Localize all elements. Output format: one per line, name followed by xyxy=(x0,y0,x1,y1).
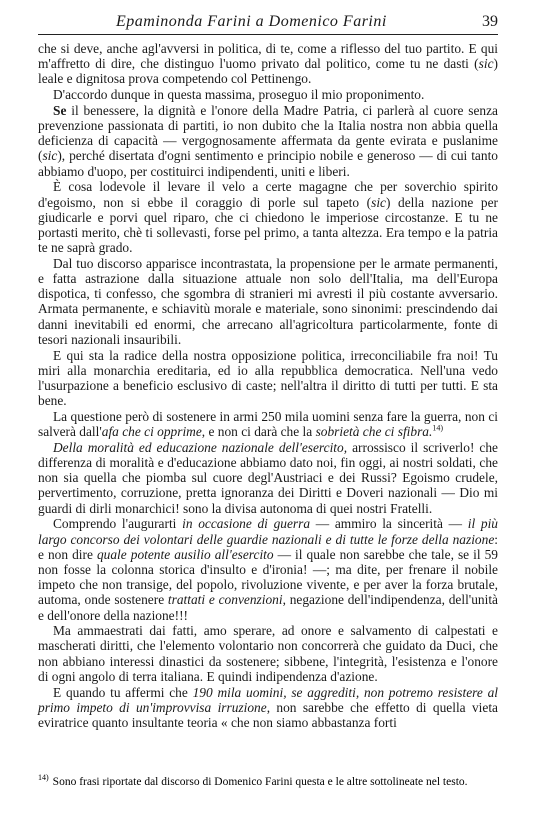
body-text xyxy=(38,41,498,730)
text-run: Se xyxy=(53,102,67,118)
running-title: Epaminonda Farini a Domenico Farini xyxy=(116,13,387,30)
text-run: il più largo concorso dei volontari delle guardie nazionali e di tutte le forze della nazione xyxy=(38,516,499,547)
text-run: — il quale non sarebbe che tale, se il 59 non fosse la colonna storica d'insulto e d'ironia! —; ma dite, per frenare il nobile impeto che non transige, del popolo, rivoluzione vivente, e per aver la forza brutale, automa, onde sostenere xyxy=(38,546,499,608)
footnote-reference: 14) xyxy=(432,423,444,433)
text-run: il benessere, la dignità e l'onore della Madre Patria, ci parlerà al cuore senza prevenzione passionata di partiti, io non dubito che la Italia nostra non abbia quella deficienza di capacità — vergognosamente affermata da gente evirata e puslanime ( xyxy=(38,102,498,164)
text-run: arrossisco il scriverlo! che differenza di moralità e d'educazione abbiamo dato noi, fin oggi, ai nostri soldati, che non sia quella che piomba sul cuore degl'Austriaci e dei Russi? Egoismo crudele, pervertimento, corruzione, pretta ignoranza dei Diritti e Doveri nazionali — Dio mi guardi di dirli monarchici! sono la divisa autonoma di quei nostri Fratelli. xyxy=(38,439,499,516)
text-run: Dal tuo discorso apparisce incontrastata, la propensione per le armate permanenti, e fatta astrazione dalla situazione attuale non solo dell'Italia, ma dell'Europa dispotica, ti confesso, che sgombra di stranieri mi avresti il più costante avversario. Armata permanente, e schiavitù morale e materiale, sono sinonimi: prescindendo dai danni inevitabili ed enormi, che arrecano all'agricoltura particolarmente, fonte di tesori nazionali insauribili. xyxy=(38,255,498,347)
text-run: che si deve, anche agl'avversi in politica, di te, come a riflesso del tuo partito. E qui m'affretto di dire, che distinguo l'uomo privato dal politico, come tu ne dasti ( xyxy=(38,41,498,72)
paragraph xyxy=(38,440,498,516)
text-run: sic xyxy=(478,56,494,72)
page-number: 39 xyxy=(482,13,498,30)
text-run: 190 mila uomini, se aggrediti, non potremo resistere al primo impeto di un'improvvisa irruzione xyxy=(38,684,499,715)
text-run: sobrietà che ci sfibra. xyxy=(315,424,433,440)
paragraph xyxy=(38,256,498,347)
text-run: ), perché disertata d'ogni sentimento e principio nobile e generoso — di cui tanto abbiamo d'uopo, per costituirci indipendenti, uniti e liberi. xyxy=(38,148,498,179)
text-run: afa che ci opprime xyxy=(101,424,202,440)
text-run: quale potente ausilio all'esercito xyxy=(96,546,274,562)
paragraph xyxy=(38,348,498,409)
paragraph xyxy=(38,179,498,255)
text-run: , non sarebbe che effetto di quella vieta eviratrice quanto insultante teoria « che non siamo abbastanza forti xyxy=(38,699,498,730)
text-run: È cosa lodevole il levare il velo a certe magagne che per soverchio spirito d'egoismo, non si ebbe il coraggio di porle sul tapeto ( xyxy=(38,179,498,210)
paragraph xyxy=(38,87,498,102)
footnote xyxy=(38,775,498,789)
text-run: in occasione di guerra xyxy=(182,516,311,532)
text-run: La questione però di sostenere in armi 250 mila uomini senza fare la guerra, non ci salverà dall' xyxy=(38,408,498,440)
text-run: sic xyxy=(371,194,386,210)
text-run: E qui sta la radice della nostra opposizione politica, irreconciliabile fra noi! Tu miri alla monarchia ereditaria, ed io alla repubblica democratica. Nell'una vedo l'usurpazione a beneficio esclusivo di caste; nell'altra il diritto di tutti per tutti. E sta bene. xyxy=(38,347,498,409)
text-run: : e non dire xyxy=(38,531,498,562)
text-run: ) leale e dignitosa prova competendo col Pettinengo. xyxy=(38,56,498,87)
text-run: D'accordo dunque in questa massima, proseguo il mio proponimento. xyxy=(53,87,425,103)
text-run: — ammiro la sincerità — xyxy=(310,516,468,532)
text-run: trattati e convenzioni xyxy=(167,592,283,608)
paragraph xyxy=(38,41,498,87)
footnote-text: Sono frasi riportate dal discorso di Domenico Farini questa e le altre sottolineate nel testo. xyxy=(52,776,468,788)
text-run: E quando tu affermi che xyxy=(53,684,193,700)
text-run: Ma ammaestrati dai fatti, amo sperare, ad onore e salvamento di calpestati e mascherati diritti, che l'elemento volontario non concorrerà che guidato da Duci, che non abbiano interessi dinastici da sostenere; sibbene, l'integrità, l'esistenza e l'onore di ogni angolo di terra italiana. E quindi indipendenza d'azione. xyxy=(38,623,498,684)
footnote-mark: 14) xyxy=(38,773,49,783)
paragraph xyxy=(38,623,498,684)
text-run: ) della nazione per giudicarle e porvi quel riparo, che ci chiedono le imperiose circostanze. E tu ne portasti merito, chè ti sollevasti, forse pel primo, a tanta altezza. Era tempo e la patria te ne saprà grado. xyxy=(38,194,498,256)
running-header xyxy=(38,10,498,35)
paragraph xyxy=(38,409,498,439)
text-run: , negazione dell'indipendenza, dell'unità e dell'onore della nazione!!! xyxy=(38,592,498,623)
text-run: Della moralità ed educazione nazionale dell'esercito, xyxy=(53,439,348,455)
paragraph xyxy=(38,516,498,622)
text-run: Comprendo l'augurarti xyxy=(53,516,183,532)
text-run: , e non ci darà che la xyxy=(201,424,316,440)
paragraph xyxy=(38,103,498,179)
text-run: sic xyxy=(42,148,58,164)
paragraph xyxy=(38,685,498,731)
